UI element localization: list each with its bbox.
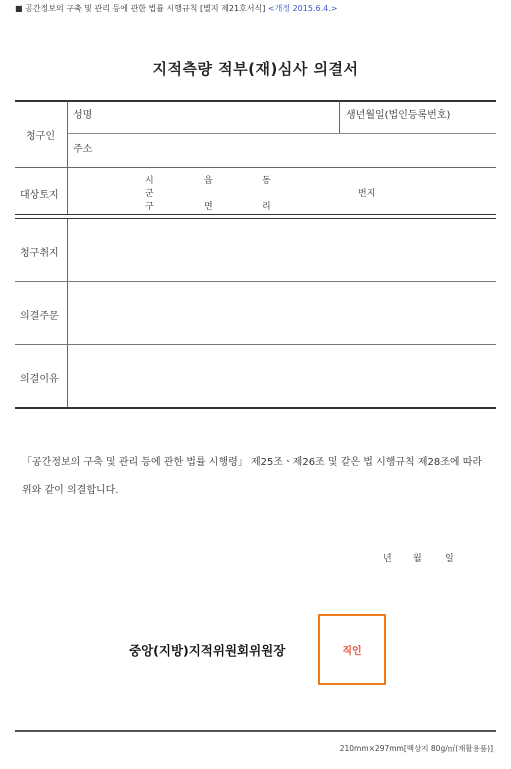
birth-label: 생년월일(법인등록번호) bbox=[346, 110, 451, 121]
date-day: 일 bbox=[445, 554, 454, 564]
address-label: 주소 bbox=[73, 144, 93, 155]
addr-gun: 군 bbox=[145, 189, 154, 199]
document-title: 지적측량 적부(재)심사 의결서 bbox=[152, 60, 359, 78]
addr-myeon: 면 bbox=[204, 202, 213, 212]
table-top-border bbox=[15, 100, 496, 102]
addr-gu: 구 bbox=[145, 202, 154, 212]
revision-date: <개정 2015.6.4.> bbox=[267, 4, 338, 13]
date-year: 년 bbox=[383, 554, 392, 564]
committee-chair-title: 중앙(지방)지적위원회위원장 bbox=[129, 643, 286, 658]
form-header-note bbox=[15, 3, 337, 14]
addr-eup: 읍 bbox=[204, 176, 213, 186]
addr-si: 시 bbox=[145, 176, 154, 186]
paper-spec: 210mm×297mm[백상지 80g/㎡(재활용품)] bbox=[339, 744, 493, 753]
claimant-label: 청구인 bbox=[26, 131, 55, 142]
target-land-label: 대상토지 bbox=[20, 190, 59, 201]
date-month: 월 bbox=[413, 554, 422, 564]
name-label: 성명 bbox=[73, 110, 93, 121]
form-number: ■ 공간정보의 구축 및 관리 등에 관한 법률 시행규칙 [별지 제21호서식] bbox=[15, 4, 266, 13]
decision-reason-label: 의결이유 bbox=[20, 374, 59, 385]
label-column-divider-lower bbox=[67, 219, 68, 408]
label-column-divider-upper bbox=[67, 101, 68, 215]
footer-divider bbox=[15, 730, 496, 732]
official-seal-box bbox=[318, 614, 386, 685]
name-address-divider bbox=[67, 133, 496, 134]
legal-statement: 「공간정보의 구축 및 관리 등에 관한 법률 시행령」 제25조ㆍ제26조 및 같은 법 시행규칙 제28조에 따라 위와 같이 의결합니다. bbox=[22, 457, 483, 496]
official-seal-text: 직인 bbox=[342, 646, 362, 657]
purpose-bottom-border bbox=[15, 281, 496, 282]
table-bottom-border bbox=[15, 407, 496, 409]
claim-purpose-label: 청구취지 bbox=[20, 248, 59, 259]
addr-dong: 동 bbox=[262, 176, 271, 186]
decision-text-bottom-border bbox=[15, 344, 496, 345]
addr-ri: 리 bbox=[262, 202, 271, 212]
section-double-line-bottom bbox=[15, 218, 496, 219]
claimant-bottom-border bbox=[15, 167, 496, 168]
decision-text-label: 의결주문 bbox=[20, 311, 59, 322]
name-birth-divider bbox=[339, 101, 340, 134]
section-double-line-top bbox=[15, 214, 496, 215]
lot-label: 번지 bbox=[358, 189, 376, 199]
